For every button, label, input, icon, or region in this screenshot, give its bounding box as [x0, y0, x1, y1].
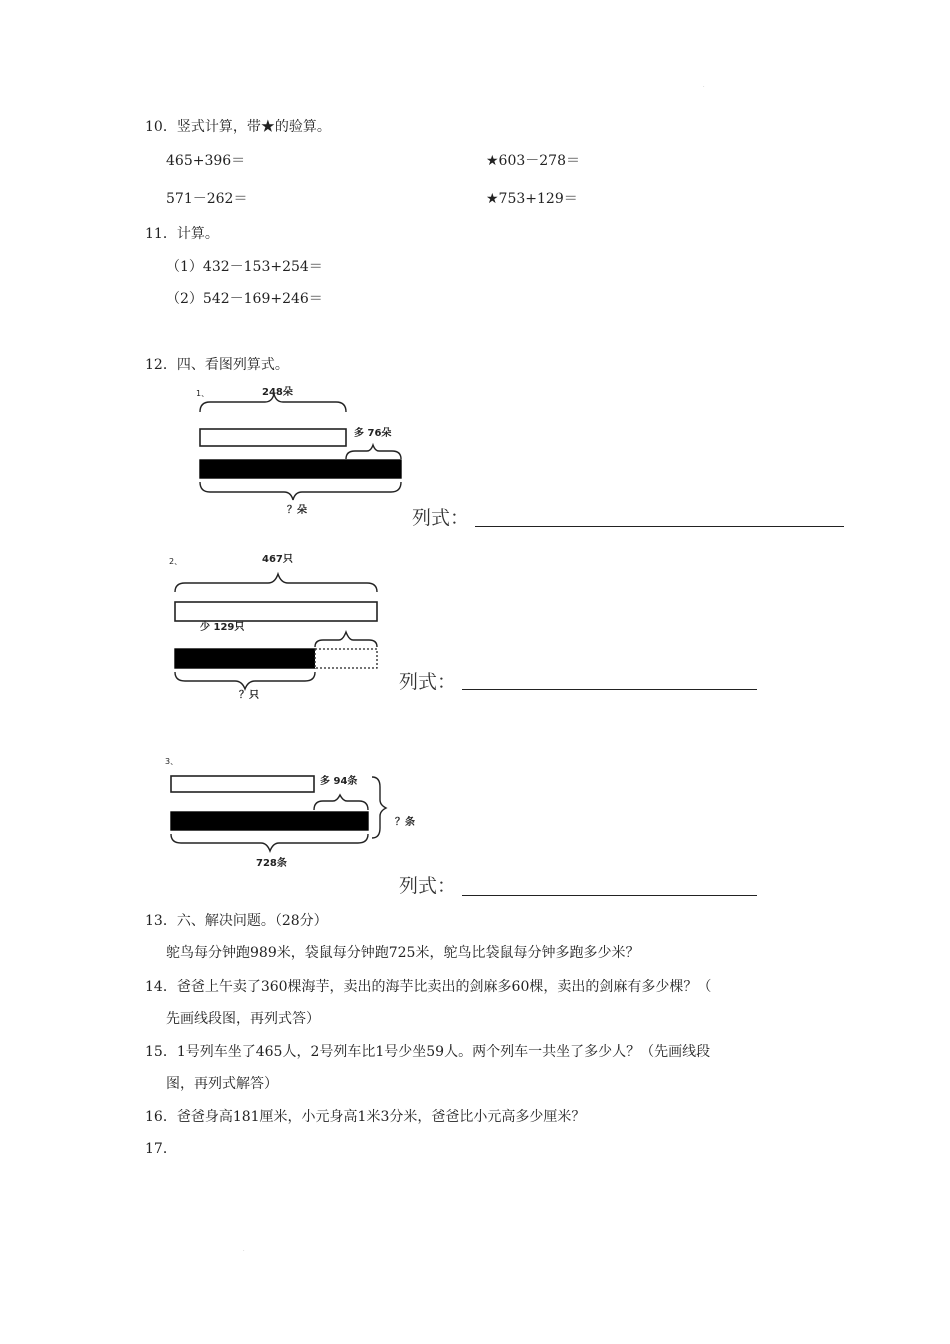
speck: ·: [703, 84, 705, 90]
diagram-2-less-label: 少 129只: [200, 622, 245, 633]
q13-text: 鸵鸟每分钟跑989米，袋鼠每分钟跑725米，鸵鸟比袋鼠每分钟多跑多少米？: [166, 945, 640, 961]
diagram-2-formula-label: 列式：: [399, 671, 457, 693]
diagram-2-top-label: 467只: [262, 554, 293, 565]
speck: ·: [243, 1248, 245, 1254]
diagram-3-number: 3、: [165, 757, 179, 766]
diagram-3-formula-label: 列式：: [399, 875, 457, 897]
diagram-3-bottom-label: 728条: [256, 858, 287, 869]
diagram-2-answer-line: [462, 689, 757, 690]
diagram-1-more-label: 多 76朵: [354, 428, 392, 439]
diagram-2-bottom-label: ？只: [239, 690, 259, 701]
q11-title: 11．计算。: [145, 226, 219, 242]
q14-line-2: 先画线段图，再列式答）: [166, 1011, 320, 1027]
q11-item-1: （1）432－153+254＝: [166, 259, 323, 275]
q13-title: 13．六、解决问题。（28分）: [145, 913, 328, 929]
diagram-1-formula-label: 列式：: [412, 507, 470, 529]
q17-text: 17．: [145, 1141, 177, 1157]
q12-title: 12．四、看图列算式。: [145, 357, 289, 373]
q15-line-2: 图，再列式解答）: [166, 1076, 278, 1092]
diagram-1-bottom-label: ？朵: [287, 505, 307, 516]
q10-item-1: 465+396＝: [166, 153, 246, 169]
diagram-1: [200, 394, 401, 500]
q15-line-1: 15．1号列车坐了465人，2号列车比1号少坐59人。两个列车一共坐了多少人？（先画线段: [145, 1044, 711, 1060]
diagram-3-more-label: 多 94条: [320, 776, 358, 787]
q10-item-3: 571－262＝: [166, 191, 248, 207]
q10-item-2: ★603－278＝: [486, 153, 580, 169]
diagram-3-answer-line: [462, 895, 757, 896]
diagram-2-number: 2、: [169, 557, 183, 566]
diagram-3-right-label: ？条: [395, 817, 415, 828]
q10-item-4: ★753+129＝: [486, 191, 578, 207]
q11-item-2: （2）542－169+246＝: [166, 291, 323, 307]
diagram-1-number: 1、: [196, 389, 210, 398]
q14-line-1: 14．爸爸上午卖了360棵海芋，卖出的海芋比卖出的剑麻多60棵，卖出的剑麻有多少棵？（: [145, 979, 712, 995]
q10-title: 10．竖式计算，带★的验算。: [145, 119, 331, 135]
q16-text: 16．爸爸身高181厘米，小元身高1米3分米，爸爸比小元高多少厘米？: [145, 1109, 586, 1125]
diagram-1-top-label: 248朵: [262, 387, 293, 398]
diagram-1-answer-line: [475, 526, 844, 527]
